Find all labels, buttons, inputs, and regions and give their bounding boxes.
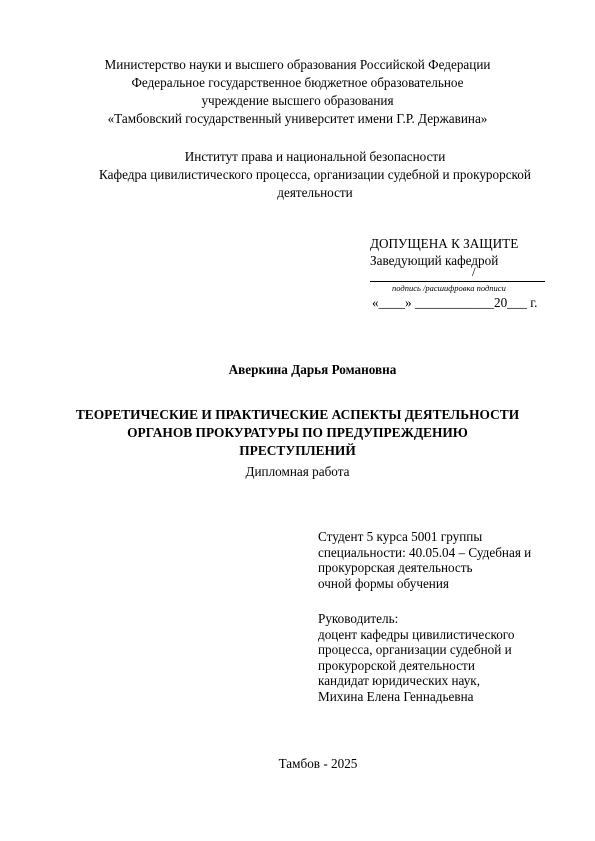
signature-hint: подпись /расшифровка подписи: [392, 283, 506, 293]
student-info-line: очной формы обучения: [318, 575, 449, 591]
university-name: «Тамбовский государственный университет имени Г.Р. Державина»: [107, 111, 488, 126]
thesis-title-line: ТЕОРЕТИЧЕСКИЕ И ПРАКТИЧЕСКИЕ АСПЕКТЫ ДЕЯТЕЛЬНОСТИ: [75, 407, 520, 422]
student-info-line: Студент 5 курса 5001 группы: [318, 529, 483, 544]
supervisor-info-line: прокурорской деятельности: [318, 657, 475, 673]
department-name-cont: деятельности: [277, 185, 353, 200]
author-name: Аверкина Дарья Романовна: [228, 362, 397, 377]
approval-role: Заведующий кафедрой: [370, 253, 499, 268]
ministry-line: Министерство науки и высшего образования Российской Федерации: [104, 57, 491, 72]
approval-date-line: «____» ____________20___ г.: [372, 295, 538, 310]
signature-line: [370, 264, 545, 282]
work-type: Дипломная работа: [245, 464, 350, 479]
approval-heading: ДОПУЩЕНА К ЗАЩИТЕ: [370, 236, 519, 251]
department-name: Кафедра цивилистического процесса, организации судебной и прокурорской: [99, 167, 531, 182]
supervisor-info: [318, 611, 578, 705]
supervisor-info-line: доцент кафедры цивилистического: [318, 626, 515, 642]
institute-header: [0, 148, 595, 202]
student-info: [318, 529, 578, 591]
ministry-line: учреждение высшего образования: [201, 93, 394, 108]
thesis-title: [0, 406, 595, 460]
supervisor-info-line: процесса, организации судебной и: [318, 642, 512, 658]
ministry-line: Федеральное государственное бюджетное образовательное: [131, 75, 464, 90]
supervisor-name: Михина Елена Геннадьевна: [318, 688, 474, 704]
institute-name: Институт права и национальной безопасности: [184, 149, 446, 164]
ministry-header: [0, 56, 595, 128]
thesis-title-line: ПРЕСТУПЛЕНИЙ: [239, 443, 356, 458]
student-info-line: прокурорская деятельность: [318, 560, 473, 575]
thesis-title-line: ОРГАНОВ ПРОКУРАТУРЫ ПО ПРЕДУПРЕЖДЕНИЮ: [127, 425, 468, 440]
approval-block: [370, 235, 560, 312]
city-year: Тамбов - 2025: [278, 756, 358, 771]
supervisor-info-line: кандидат юридических наук,: [318, 673, 480, 689]
signature-slash: /: [472, 264, 476, 279]
supervisor-label: Руководитель:: [318, 611, 399, 626]
student-info-line: специальности: 40.05.04 – Судебная и: [318, 544, 532, 560]
